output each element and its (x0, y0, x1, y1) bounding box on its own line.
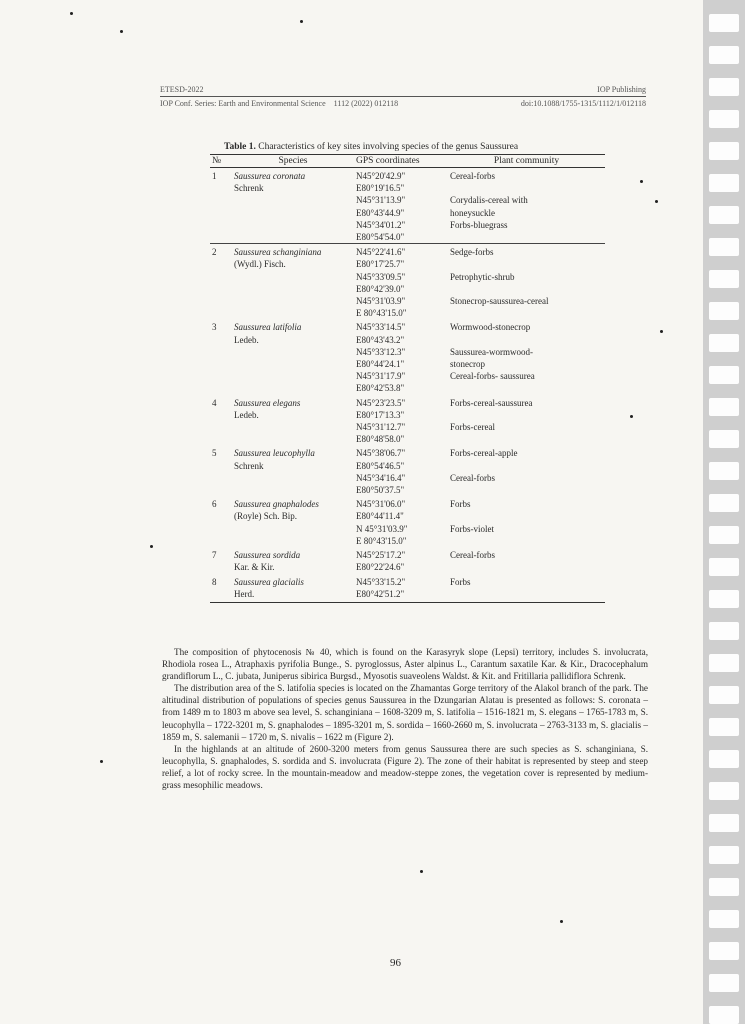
species-latin: Saussurea coronata (234, 171, 306, 181)
binding-hole (709, 718, 739, 736)
species-name (232, 547, 354, 573)
species-name (232, 271, 354, 295)
scan-speck (660, 330, 663, 333)
gps-coordinates (354, 395, 448, 421)
plant-community-line: Forbs-bluegrass (450, 219, 508, 230)
row-number (210, 523, 232, 547)
gps-coordinates (354, 219, 448, 244)
gps-longitude: E80°44'24.1" (356, 359, 405, 370)
row-number (210, 219, 232, 244)
binding-hole (709, 110, 739, 128)
binding-hole (709, 558, 739, 576)
binding-hole (709, 302, 739, 320)
binding-hole (709, 206, 739, 224)
table-row (210, 574, 605, 603)
gps-coordinates (354, 445, 448, 471)
binding-hole (709, 974, 739, 992)
species-author: Schrenk (234, 183, 264, 194)
binding-hole (709, 142, 739, 160)
species-latin: Saussurea schanginiana (234, 247, 322, 258)
binding-hole (709, 398, 739, 416)
table-row (210, 244, 605, 271)
scan-speck (640, 180, 643, 183)
scan-speck (100, 760, 103, 763)
table-row (210, 295, 605, 319)
plant-community-line: Forbs (450, 576, 471, 587)
plant-community-line (450, 334, 603, 346)
gps-latitude: N45°33'09.5" (356, 271, 406, 282)
gps-coordinates (354, 574, 448, 603)
table-row (210, 395, 605, 421)
binding-hole (709, 782, 739, 800)
gps-coordinates (354, 547, 448, 573)
gps-latitude: N45°31'12.7" (356, 422, 406, 433)
gps-latitude: N45°34'16.4" (356, 472, 406, 483)
gps-coordinates (354, 194, 448, 218)
species-table-block (210, 142, 605, 603)
binding-hole (709, 910, 739, 928)
plant-community-line: Corydalis-cereal with (450, 195, 528, 206)
table-row (210, 168, 605, 195)
species-name (232, 346, 354, 370)
species-name (232, 168, 354, 195)
species-table (210, 154, 605, 603)
binding-hole (709, 1006, 739, 1024)
gps-longitude: E80°48'58.0" (356, 434, 405, 445)
gps-longitude: E80°17'25.7" (356, 259, 405, 270)
doi: doi:10.1088/1755-1315/1112/1/012118 (520, 99, 646, 108)
species-name (232, 496, 354, 522)
binding-hole (709, 494, 739, 512)
row-number: 5 (212, 448, 217, 459)
gps-latitude: N45°33'12.3" (356, 346, 406, 357)
table-caption-label: Table 1. (224, 142, 256, 152)
table-row (210, 496, 605, 522)
plant-community-line (450, 409, 603, 421)
volume-ref: 1112 (2022) 012118 (333, 99, 399, 108)
gps-longitude: E80°43'43.2" (356, 334, 405, 345)
species-name (232, 370, 354, 394)
plant-community-line: Wormwood-stonecrop (450, 322, 531, 333)
binding-hole (709, 526, 739, 544)
binding-hole (709, 174, 739, 192)
plant-community-line (450, 382, 603, 394)
row-number: 6 (212, 499, 217, 510)
binding-hole (709, 814, 739, 832)
table-row (210, 346, 605, 370)
series-name: IOP Conf. Series: Earth and Environmental Science 1112 (2022) 012118 (160, 99, 399, 108)
scan-speck (300, 20, 303, 23)
species-author: Ledeb. (234, 334, 259, 345)
gps-longitude: E80°42'51.2" (356, 588, 405, 599)
gps-longitude: E80°22'24.6" (356, 562, 405, 573)
gps-coordinates (354, 244, 448, 271)
plant-community (448, 445, 605, 471)
col-header-number: № (210, 155, 232, 168)
plant-community-line: Cereal-forbs (450, 550, 495, 561)
plant-community (448, 194, 605, 218)
binding-hole (709, 334, 739, 352)
binding-hole (709, 878, 739, 896)
plant-community-line: Cereal-forbs (450, 171, 495, 181)
running-header (160, 84, 646, 109)
binding-hole (709, 654, 739, 672)
plant-community-line (450, 182, 603, 194)
gps-coordinates (354, 295, 448, 319)
plant-community-line (450, 258, 603, 270)
species-name (232, 523, 354, 547)
plant-community-line: Stonecrop-saussurea-cereal (450, 296, 549, 307)
species-author: Kar. & Kir. (234, 562, 275, 573)
gps-longitude: E 80°43'15.0" (356, 308, 407, 319)
plant-community-line: Petrophytic-shrub (450, 271, 515, 282)
row-number: 3 (212, 322, 217, 333)
plant-community (448, 472, 605, 496)
plant-community (448, 370, 605, 394)
gps-coordinates (354, 346, 448, 370)
plant-community-line: Forbs-cereal-saussurea (450, 397, 533, 408)
plant-community (448, 395, 605, 421)
gps-longitude: E80°50'37.5" (356, 485, 405, 496)
scan-speck (560, 920, 563, 923)
species-latin: Saussurea sordida (234, 550, 301, 561)
row-number (210, 271, 232, 295)
gps-longitude: E80°19'16.5" (356, 183, 405, 194)
gps-longitude: E80°42'53.8" (356, 383, 405, 394)
plant-community-line (450, 460, 603, 472)
header-rule (160, 96, 646, 97)
col-header-gps: GPS coordinates (354, 155, 448, 168)
plant-community (448, 219, 605, 244)
species-latin: Saussurea latifolia (234, 322, 302, 333)
col-header-species: Species (232, 155, 354, 168)
binding-hole (709, 78, 739, 96)
scan-speck (655, 200, 658, 203)
plant-community (448, 271, 605, 295)
species-latin: Saussurea gnaphalodes (234, 499, 319, 510)
publisher-name: IOP Publishing (597, 85, 646, 94)
scan-speck (150, 545, 153, 548)
table-row (210, 523, 605, 547)
binding-hole (709, 14, 739, 32)
gps-coordinates (354, 370, 448, 394)
plant-community-line (450, 510, 603, 522)
species-name (232, 574, 354, 603)
plant-community-line (450, 231, 603, 243)
plant-community-line: Forbs-cereal (450, 422, 495, 433)
species-author: Schrenk (234, 460, 264, 471)
table-header-row (210, 155, 605, 168)
gps-latitude: N45°31'03.9" (356, 296, 406, 307)
binding-hole (709, 590, 739, 608)
paragraph: The distribution area of the S. latifolia species is located on the Zhamantas Gorge territory of the Alakol branch of the park. The altitudinal distribution of populations of species genus Saussurea in the Dzungarian Alatau is presented as follows: S. coronata – from 1489 m to 1803 m above sea level, S. schanginiana – 1608-3209 m, S. latifolia – 1516-1821 m, S. elegans – 1765-1783 m, S. leucophylla – 1722-3201 m, S. gnaphalodes – 1895-3201 m, S. sordida – 1660-2660 m, S. involucrata – 2763-3133 m, S. glacialis – 1859 m, S. salemanii – 1720 m, S. nivalis – 1622 m (Figure 2). (162, 683, 648, 742)
row-number (210, 472, 232, 496)
species-latin: Saussurea glacialis (234, 576, 304, 587)
binding-hole (709, 750, 739, 768)
gps-latitude: N45°31'06.0" (356, 499, 406, 510)
table-row (210, 219, 605, 244)
plant-community (448, 244, 605, 271)
gps-coordinates (354, 168, 448, 195)
species-name (232, 295, 354, 319)
gps-coordinates (354, 271, 448, 295)
table-row (210, 547, 605, 573)
gps-latitude: N45°33'15.2" (356, 576, 406, 587)
row-number (210, 370, 232, 394)
gps-latitude: N45°25'17.2" (356, 550, 406, 561)
gps-latitude: N45°22'41.6" (356, 247, 406, 258)
row-number (210, 346, 232, 370)
gps-coordinates (354, 472, 448, 496)
paragraph: The composition of phytocenosis № 40, which is found on the Karasyryk slope (Lepsi) territory, includes S. involucrata, Rhodiola rosea L., Atraphaxis pyrifolia Bunge., S. pyroglossus, Aster alpinus L., Carantum saxatile Kar. & Kir., Dracocephalum grandiflorum L., C. jubata, Juniperus sibirica Burgsd., Myosotis suaveolens Waldst. & Kit. and Fritillaria pallidiflora Schrenk. (162, 647, 648, 682)
plant-community-line: Saussurea-wormwood- (450, 346, 533, 357)
binding-hole (709, 270, 739, 288)
row-number (210, 421, 232, 445)
plant-community (448, 346, 605, 370)
scan-speck (630, 415, 633, 418)
plant-community-line (450, 283, 603, 295)
plant-community-line (450, 561, 603, 573)
gps-latitude: N45°23'23.5" (356, 397, 406, 408)
species-name (232, 421, 354, 445)
gps-latitude: N45°20'42.9" (356, 171, 406, 181)
gps-longitude: E80°43'44.9" (356, 207, 405, 218)
body-text (162, 646, 648, 791)
table-row (210, 421, 605, 445)
plant-community-line: Cereal-forbs- saussurea (450, 371, 535, 382)
gps-latitude: N45°34'01.2" (356, 219, 406, 230)
plant-community (448, 547, 605, 573)
table-body (210, 168, 605, 603)
plant-community-line (450, 433, 603, 445)
species-name (232, 194, 354, 218)
species-author: (Royle) Sch. Bip. (234, 511, 297, 522)
plant-community-line: Forbs (450, 499, 471, 510)
binding-hole (709, 942, 739, 960)
binding-hole (709, 846, 739, 864)
plant-community (448, 523, 605, 547)
species-name (232, 219, 354, 244)
gps-latitude: N45°33'14.5" (356, 322, 406, 333)
binding-hole (709, 430, 739, 448)
row-number: 4 (212, 397, 217, 408)
plant-community-line: stonecrop (450, 359, 485, 370)
species-name (232, 395, 354, 421)
gps-coordinates (354, 496, 448, 522)
binding-hole (709, 622, 739, 640)
col-header-community: Plant community (448, 155, 605, 168)
scan-speck (420, 870, 423, 873)
gps-longitude: E80°44'11.4" (356, 511, 404, 522)
plant-community-line: Cereal-forbs (450, 472, 495, 483)
row-number: 1 (212, 171, 217, 181)
binding-hole (709, 366, 739, 384)
scan-speck (120, 30, 123, 33)
species-latin: Saussurea elegans (234, 397, 301, 408)
gps-coordinates (354, 319, 448, 345)
table-row (210, 271, 605, 295)
gps-longitude: E80°42'39.0" (356, 283, 405, 294)
species-author: Ledeb. (234, 409, 259, 420)
plant-community (448, 574, 605, 603)
gps-latitude: N45°31'17.9" (356, 371, 406, 382)
plant-community (448, 168, 605, 195)
plant-community-line (450, 484, 603, 496)
plant-community-line: Forbs-cereal-apple (450, 448, 518, 459)
plant-community (448, 295, 605, 319)
species-name (232, 319, 354, 345)
plant-community (448, 421, 605, 445)
plant-community (448, 319, 605, 345)
binding-hole (709, 46, 739, 64)
table-row (210, 319, 605, 345)
gps-latitude: N 45°31'03.9" (356, 523, 408, 534)
spiral-binding (703, 0, 745, 1024)
gps-longitude: E80°17'13.3" (356, 409, 405, 420)
plant-community-line (450, 535, 603, 547)
plant-community-line: honeysuckle (450, 207, 495, 218)
species-name (232, 445, 354, 471)
row-number (210, 295, 232, 319)
plant-community (448, 496, 605, 522)
row-number (210, 194, 232, 218)
page-number: 96 (390, 957, 401, 969)
row-number: 2 (210, 244, 232, 271)
table-row (210, 472, 605, 496)
gps-coordinates (354, 523, 448, 547)
scan-speck (70, 12, 73, 15)
species-author: (Wydl.) Fisch. (234, 259, 286, 270)
table-caption (210, 142, 605, 152)
row-number: 8 (210, 574, 232, 603)
table-row (210, 194, 605, 218)
species-author: Herd. (234, 588, 255, 599)
species-name (232, 472, 354, 496)
gps-longitude: E80°54'54.0" (356, 232, 405, 243)
row-number: 7 (212, 550, 217, 561)
species-name (232, 244, 354, 271)
gps-latitude: N45°31'13.9" (356, 195, 406, 206)
plant-community-line: Forbs-violet (450, 523, 494, 534)
conference-name: ETESD-2022 (160, 85, 204, 94)
gps-latitude: N45°38'06.7" (356, 448, 406, 459)
table-row (210, 370, 605, 394)
paragraph: In the highlands at an altitude of 2600-3200 meters from genus Saussurea there are such species as S. schanginiana, S. leucophylla, S. gnaphalodes, S. sordida and S. involucrata (Figure 2). The zone of their habitat is represented by steep and steep relief, a lot of rocky scree. In the mountain-meadow and meadow-steppe zones, the vegetation cover is represented by medium-grass mesophilic meadows. (162, 743, 648, 791)
species-latin: Saussurea leucophylla (234, 448, 315, 459)
table-caption-text: Characteristics of key sites involving species of the genus Saussurea (255, 142, 519, 152)
table-row (210, 445, 605, 471)
plant-community-line: Sedge-forbs (450, 247, 494, 258)
plant-community-line (450, 588, 603, 600)
gps-coordinates (354, 421, 448, 445)
binding-hole (709, 686, 739, 704)
binding-hole (709, 238, 739, 256)
gps-longitude: E80°54'46.5" (356, 460, 405, 471)
plant-community-line (450, 307, 603, 319)
gps-longitude: E 80°43'15.0" (356, 535, 407, 546)
binding-hole (709, 462, 739, 480)
